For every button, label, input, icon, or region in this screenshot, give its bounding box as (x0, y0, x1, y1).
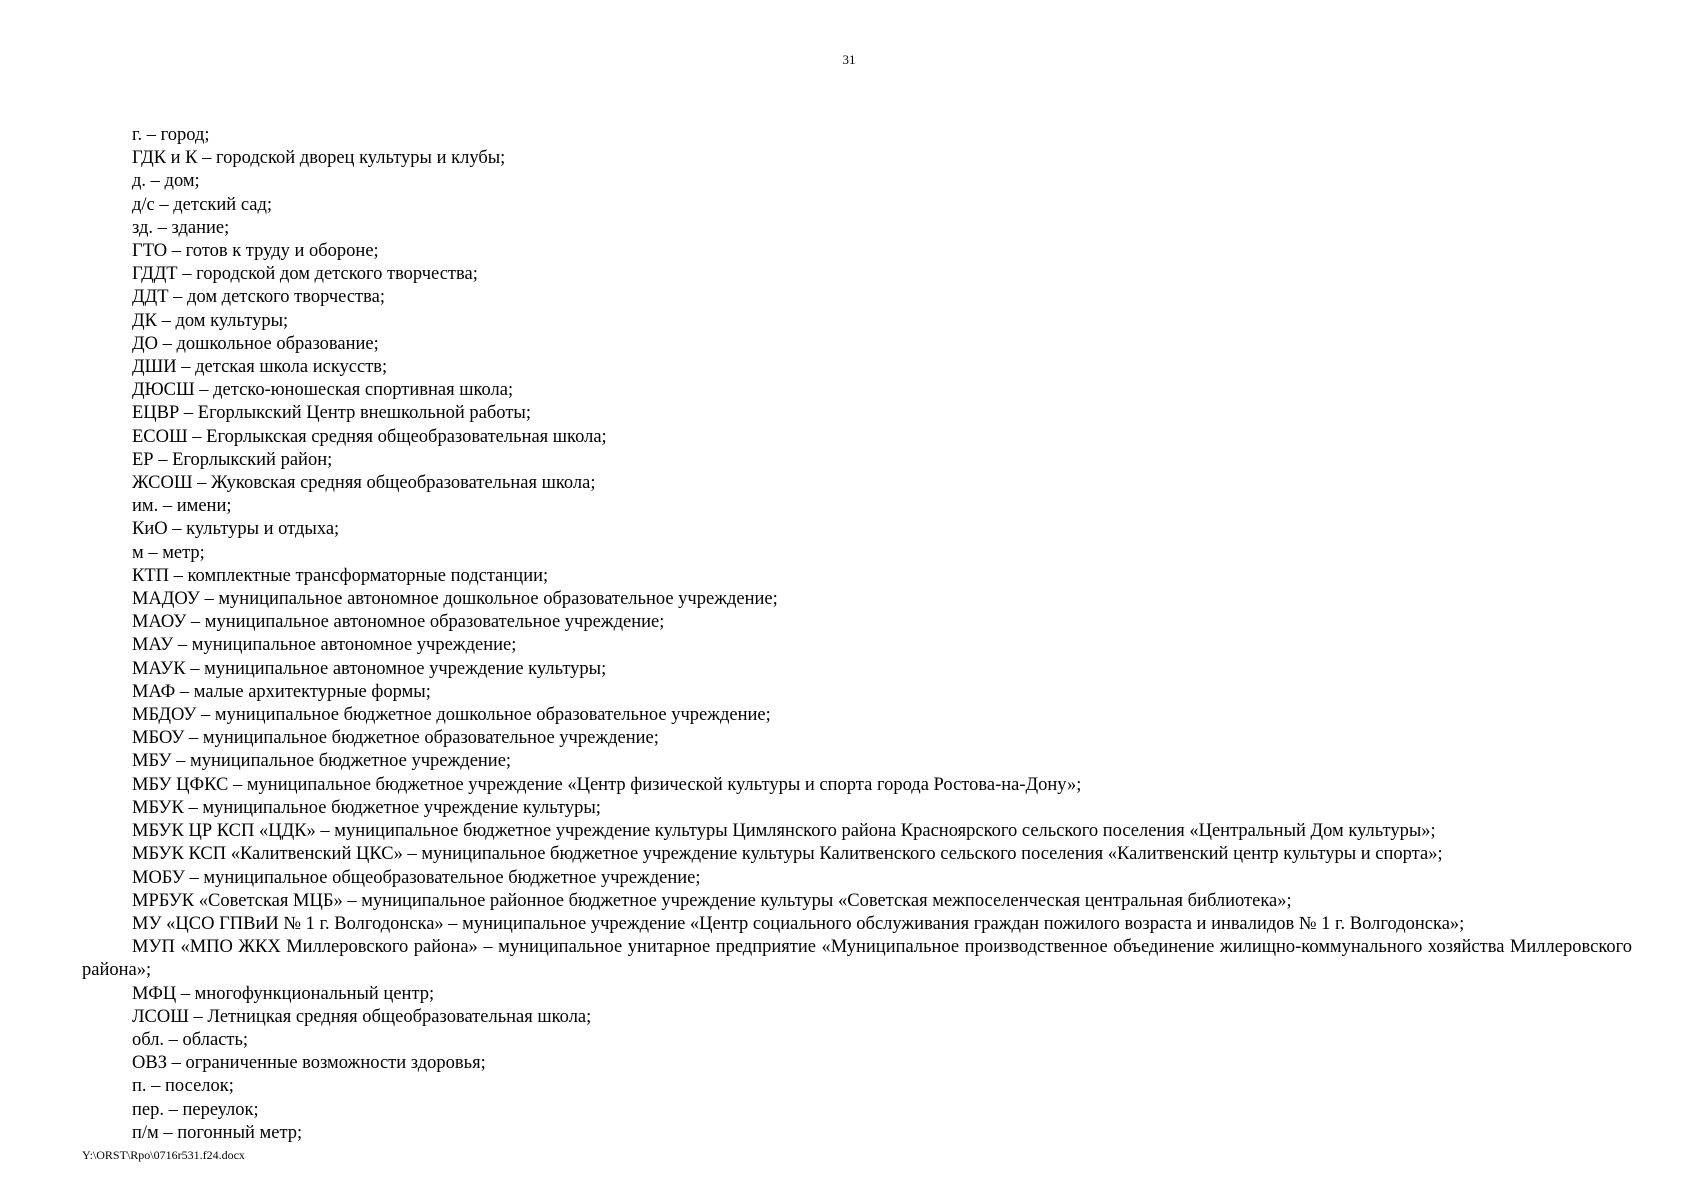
abbreviation-entry: МБДОУ – муниципальное бюджетное дошкольное образовательное учреждение; (132, 705, 771, 726)
abbreviation-entry: КиО – культуры и отдыха; (132, 519, 340, 540)
abbreviation-entry: МБУК КСП «Калитвенский ЦКС» – муниципальное бюджетное учреждение культуры Калитвенского сельского поселения «Калитвенский центр культуры и спорта»; (132, 844, 1443, 865)
abbreviation-entry: ЕСОШ – Егорлыкская средняя общеобразовательная школа; (132, 426, 607, 447)
abbreviation-entry: МАУ – муниципальное автономное учреждение; (132, 635, 517, 656)
abbreviation-entry: ГДК и К – городской дворец культуры и клубы; (132, 148, 506, 169)
abbreviation-entry: МАФ – малые архитектурные формы; (132, 681, 431, 702)
abbreviation-entry: зд. – здание; (132, 217, 230, 238)
abbreviation-entry: п/м – погонный метр; (132, 1122, 303, 1143)
abbreviation-entry: МФЦ – многофункциональный центр; (132, 983, 435, 1004)
page-number: 31 (842, 52, 856, 67)
abbreviation-entry: ДДТ – дом детского творчества; (132, 287, 385, 308)
abbreviation-entry: ОВЗ – ограниченные возможности здоровья; (132, 1053, 486, 1074)
abbreviation-entry: МОБУ – муниципальное общеобразовательное бюджетное учреждение; (132, 867, 701, 888)
abbreviation-entry: МАУК – муниципальное автономное учреждение культуры; (132, 658, 607, 679)
abbreviation-entry: ЖСОШ – Жуковская средняя общеобразовательная школа; (132, 473, 596, 494)
abbreviation-entry: ДО – дошкольное образование; (132, 333, 379, 354)
abbreviation-entry: д. – дом; (132, 171, 200, 192)
abbreviation-entry: МБУ – муниципальное бюджетное учреждение; (132, 751, 512, 772)
abbreviation-entry: МБУК – муниципальное бюджетное учреждение культуры; (132, 797, 601, 818)
abbreviation-entry: МБУ ЦФКС – муниципальное бюджетное учреждение «Центр физической культуры и спорта города Ростова-на-Дону»; (132, 774, 1082, 795)
abbreviation-entry: КТП – комплектные трансформаторные подстанции; (132, 565, 549, 586)
abbreviation-entry: МУП «МПО ЖКХ Миллеровского района» – муниципальное унитарное предприятие «Муниципальное производственное объединение жилищно-коммунального хозяйства Миллеровского района»; (82, 937, 1632, 981)
abbreviation-entry: д/с – детский сад; (132, 194, 273, 215)
abbreviation-entry: МРБУК «Советская МЦБ» – муниципальное районное бюджетное учреждение культуры «Советская межпоселенческая центральная библиотека»; (132, 890, 1292, 911)
abbreviation-entry: ЕР – Егорлыкский район; (132, 449, 333, 470)
abbreviation-entry: пер. – переулок; (132, 1099, 259, 1120)
abbreviation-entry: ДЮСШ – детско-юношеская спортивная школа; (132, 380, 514, 401)
abbreviation-entry: МАОУ – муниципальное автономное образовательное учреждение; (132, 612, 665, 633)
abbreviation-entry: ГТО – готов к труду и обороне; (132, 241, 379, 262)
abbreviation-entry: ГДДТ – городской дом детского творчества; (132, 264, 478, 285)
abbreviation-entry: г. – город; (132, 125, 210, 145)
abbreviation-entry: им. – имени; (132, 496, 232, 517)
abbreviation-entry: обл. – область; (132, 1029, 249, 1050)
abbreviation-entry: МАДОУ – муниципальное автономное дошкольное образовательное учреждение; (132, 589, 778, 610)
abbreviation-entry: п. – поселок; (132, 1076, 234, 1097)
abbreviation-list (82, 124, 1632, 1145)
footer-file-path: Y:\ORST\Rpo\0716r531.f24.docx (82, 1148, 245, 1162)
abbreviation-entry: ДК – дом культуры; (132, 310, 289, 331)
abbreviation-entry: МУ «ЦСО ГПВиИ № 1 г. Волгодонска» – муниципальное учреждение «Центр социального обслуживания граждан пожилого возраста и инвалидов № 1 г. Волгодонска»; (132, 913, 1465, 934)
abbreviation-entry: ЕЦВР – Егорлыкский Центр внешкольной работы; (132, 403, 531, 424)
abbreviation-entry: ЛСОШ – Летницкая средняя общеобразовательная школа; (132, 1006, 592, 1027)
abbreviation-entry: ДШИ – детская школа искусств; (132, 357, 388, 378)
abbreviation-entry: МБУК ЦР КСП «ЦДК» – муниципальное бюджетное учреждение культуры Цимлянского района Красноярского сельского поселения «Центральный Дом культуры»; (132, 821, 1436, 842)
abbreviation-entry: м – метр; (132, 542, 205, 563)
abbreviation-entry: МБОУ – муниципальное бюджетное образовательное учреждение; (132, 728, 659, 749)
